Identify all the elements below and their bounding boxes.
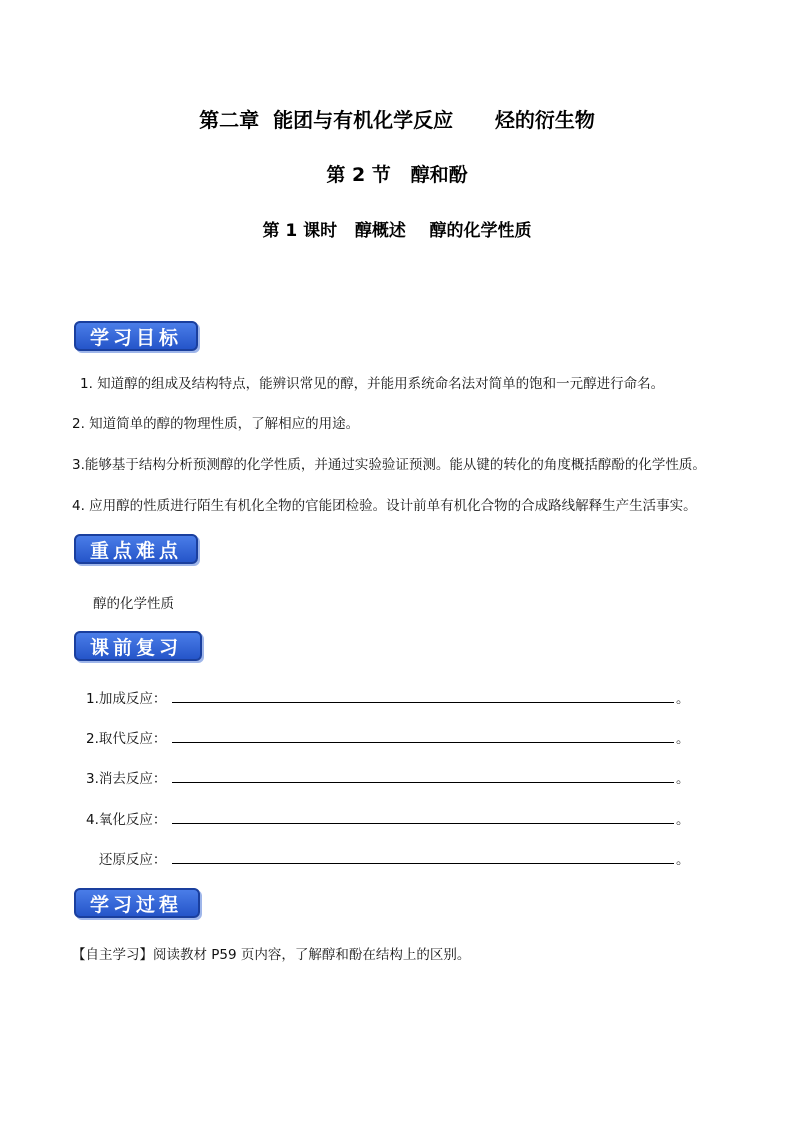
- review-item-elimination: [86, 767, 690, 787]
- end-mark: 。: [676, 771, 690, 787]
- review-item-reduction: [86, 848, 690, 868]
- review-label: 4.氧化反应：: [86, 812, 167, 828]
- self-study-text: 【自主学习】阅读教材 P59 页内容，了解醇和酚在结构上的区别。: [72, 947, 471, 963]
- objective-item-3: 3.能够基于结构分析预测醇的化学性质，并通过实验验证预测。能从键的转化的角度概括醇酚的化学性质。: [72, 457, 706, 473]
- review-label: 还原反应：: [86, 852, 167, 868]
- answer-blank: [172, 863, 674, 864]
- review-item-oxidation: [86, 808, 690, 828]
- lesson-title: 第 1 课时 醇概述 醇的化学性质: [262, 221, 532, 241]
- end-mark: 。: [676, 731, 690, 747]
- section-title: 第 2 节 醇和酚: [326, 164, 468, 186]
- review-label: 3.消去反应：: [86, 771, 167, 787]
- end-mark: 。: [676, 691, 690, 707]
- end-mark: 。: [676, 852, 690, 868]
- review-item-addition: [86, 687, 690, 707]
- answer-blank: [172, 823, 674, 824]
- review-label: 2.取代反应：: [86, 731, 167, 747]
- review-item-substitution: [86, 727, 690, 747]
- key-points-badge: 重点难点: [74, 534, 198, 564]
- answer-blank: [172, 702, 674, 703]
- objectives-badge: 学习目标: [74, 321, 198, 351]
- objective-item-1: 1. 知道醇的组成及结构特点，能辨识常见的醇，并能用系统命名法对简单的饱和一元醇进行命名。: [80, 376, 665, 392]
- answer-blank: [172, 782, 674, 783]
- answer-blank: [172, 742, 674, 743]
- process-badge: 学习过程: [74, 888, 200, 918]
- review-badge: 课前复习: [74, 631, 202, 661]
- review-label: 1.加成反应：: [86, 691, 167, 707]
- key-points-text: 醇的化学性质: [93, 596, 174, 612]
- end-mark: 。: [676, 812, 690, 828]
- objective-item-2: 2. 知道简单的醇的物理性质，了解相应的用途。: [72, 416, 360, 432]
- objective-item-4: 4. 应用醇的性质进行陌生有机化全物的官能团检验。设计前单有机化合物的合成路线解释生产生活事实。: [72, 498, 697, 514]
- chapter-title: 第二章 能团与有机化学反应 烃的衍生物: [199, 108, 595, 132]
